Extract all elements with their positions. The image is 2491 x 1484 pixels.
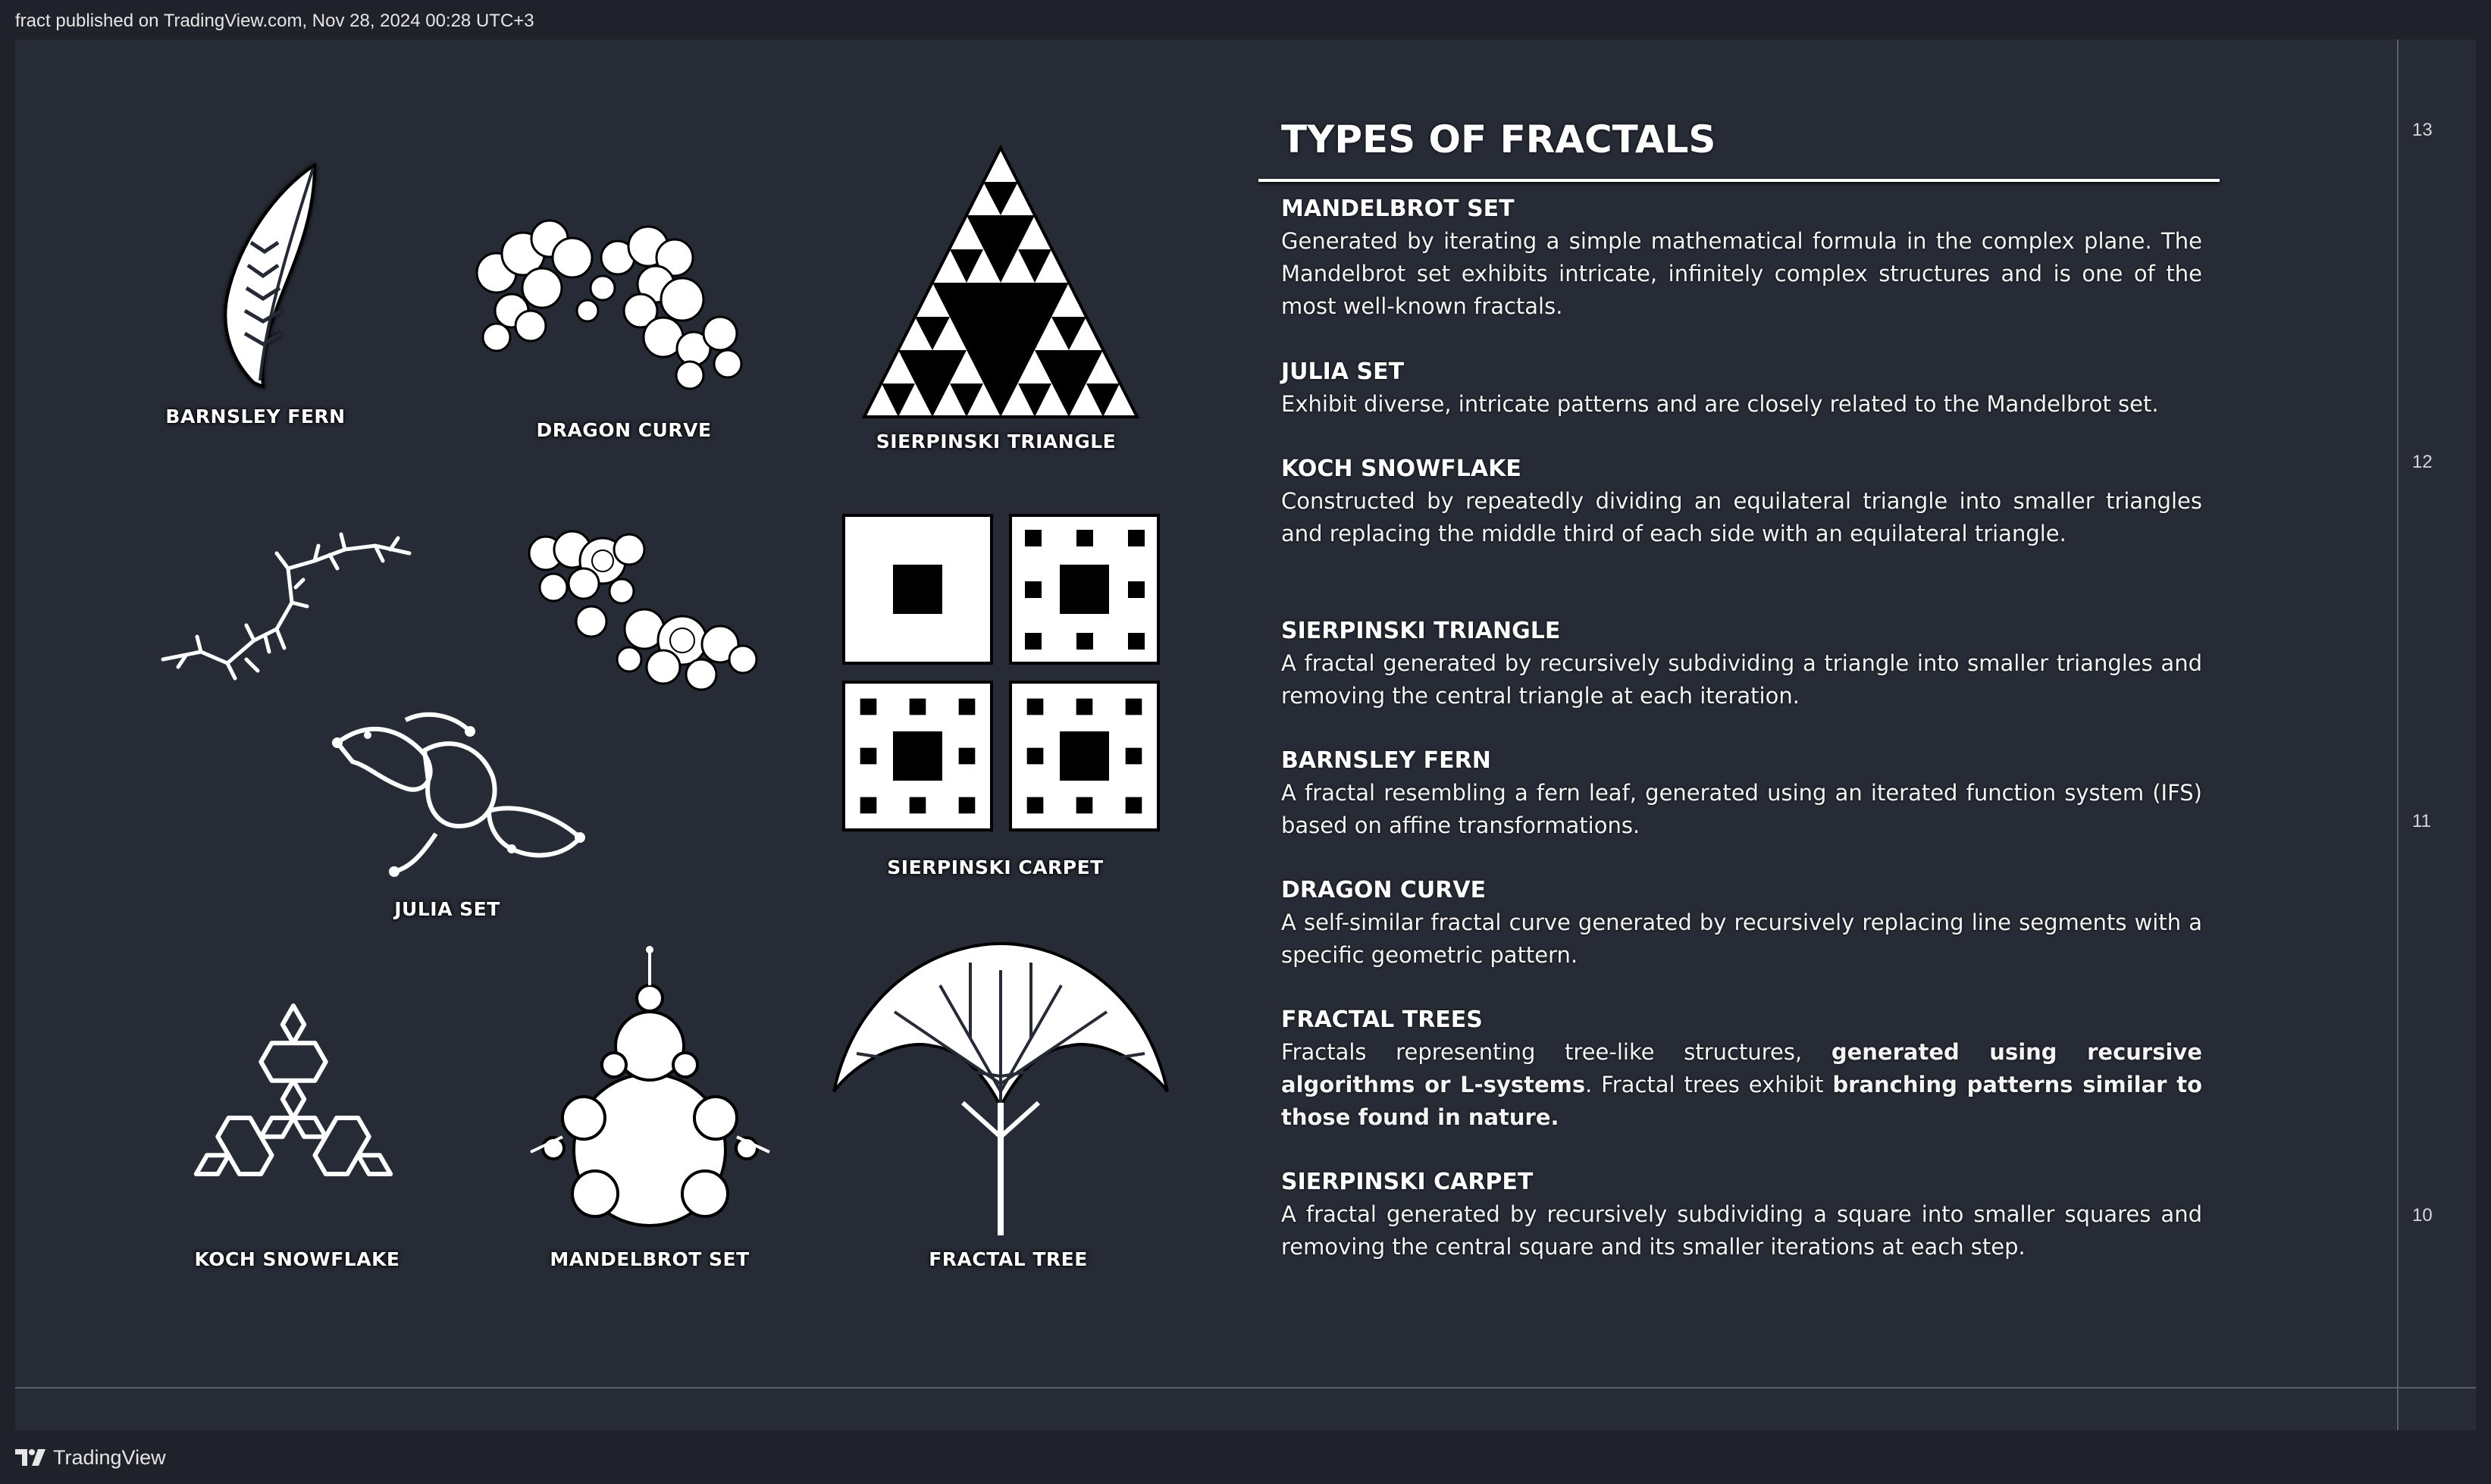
entry-heading: FRACTAL TREES — [1281, 1007, 1483, 1033]
koch-snowflake-image — [163, 978, 425, 1239]
julia-set-image — [322, 705, 599, 883]
dragon-curve-image — [466, 205, 754, 402]
price-tick-10: 10 — [2412, 1205, 2433, 1226]
entry-text-bold: generated using recursive algorithms or L-systems — [1281, 1039, 2202, 1097]
mandelbrot-set-image — [515, 944, 785, 1235]
mandelbrot-set-label: MANDELBROT SET — [550, 1248, 750, 1270]
header-bar — [0, 0, 2491, 39]
entry-heading: DRAGON CURVE — [1281, 877, 1487, 903]
price-axis-divider — [2397, 39, 2399, 1430]
tradingview-logo[interactable] — [15, 1445, 166, 1470]
published-info: fract published on TradingView.com, Nov 28, 2024 00:28 UTC+3 — [15, 11, 534, 31]
entry-text: A fractal resembling a fern leaf, generated using an iterated function system (IFS) based on affine transformations. — [1281, 780, 2202, 838]
tradingview-brand-text: TradingView — [53, 1445, 166, 1469]
panel-divider — [1258, 179, 2220, 182]
footer-bar — [0, 1431, 2491, 1484]
entry-text-part: Fractals representing tree-like structures, — [1281, 1039, 1831, 1065]
entry-sierpinski-carpet — [1281, 1166, 2202, 1263]
entry-heading: SIERPINSKI TRIANGLE — [1281, 618, 1561, 644]
panel-title: TYPES OF FRACTALS — [1281, 117, 1716, 161]
entry-sierpinski-triangle — [1281, 615, 2202, 712]
entry-mandelbrot-set — [1281, 193, 2202, 323]
entry-fractal-trees — [1281, 1004, 2202, 1134]
entry-heading: JULIA SET — [1281, 358, 1405, 385]
entry-heading: BARNSLEY FERN — [1281, 747, 1491, 774]
price-tick-13: 13 — [2412, 120, 2433, 140]
sierpinski-carpet-image — [840, 512, 1162, 834]
entry-text-bold: branching patterns similar to those found in nature. — [1281, 1072, 2202, 1130]
entry-barnsley-fern — [1281, 745, 2202, 842]
julia-cluster-image — [500, 515, 766, 705]
julia-set-label: JULIA SET — [394, 898, 500, 920]
sierpinski-triangle-image — [860, 144, 1141, 424]
time-axis-divider — [15, 1387, 2476, 1389]
entry-text: Exhibit diverse, intricate patterns and are closely related to the Mandelbrot set. — [1281, 391, 2159, 417]
entry-heading: MANDELBROT SET — [1281, 196, 1515, 222]
entry-koch-snowflake — [1281, 453, 2202, 550]
entry-text: Constructed by repeatedly dividing an equilateral triangle into smaller triangles and replacing the middle third of each side with an equilateral triangle. — [1281, 488, 2202, 546]
sierpinski-carpet-label: SIERPINSKI CARPET — [887, 856, 1104, 878]
entry-heading: KOCH SNOWFLAKE — [1281, 456, 1521, 482]
entry-text: Generated by iterating a simple mathematical formula in the complex plane. The Mandelbrot set exhibits intricate, infinitely complex structures and is one of the most well-known fractals. — [1281, 228, 2202, 319]
entry-julia-set — [1281, 356, 2202, 421]
entry-text: A fractal generated by recursively subdividing a square into smaller squares and removing the central square and its smaller iterations at each step. — [1281, 1201, 2202, 1260]
barnsley-fern-image — [193, 159, 330, 394]
entry-text-part: . Fractal trees exhibit — [1585, 1072, 1833, 1097]
dragon-curve-label: DRAGON CURVE — [536, 419, 712, 441]
price-tick-11: 11 — [2412, 811, 2431, 831]
koch-snowflake-label: KOCH SNOWFLAKE — [194, 1248, 400, 1270]
sierpinski-triangle-label: SIERPINSKI TRIANGLE — [876, 430, 1117, 452]
fractal-tree-image — [826, 940, 1175, 1239]
entry-text — [1281, 1036, 2202, 1134]
tradingview-logo-icon — [15, 1449, 45, 1466]
barnsley-fern-label: BARNSLEY FERN — [165, 405, 346, 427]
entry-text: A fractal generated by recursively subdividing a triangle into smaller triangles and removing the central triangle at each iteration. — [1281, 650, 2202, 709]
fractal-tree-label: FRACTAL TREE — [929, 1248, 1088, 1270]
entry-text: A self-similar fractal curve generated by recursively replacing line segments with a specific geometric pattern. — [1281, 909, 2202, 968]
entry-heading: SIERPINSKI CARPET — [1281, 1169, 1534, 1195]
entry-dragon-curve — [1281, 875, 2202, 972]
price-tick-12: 12 — [2412, 452, 2433, 472]
dendrite-fractal-image — [155, 515, 421, 697]
